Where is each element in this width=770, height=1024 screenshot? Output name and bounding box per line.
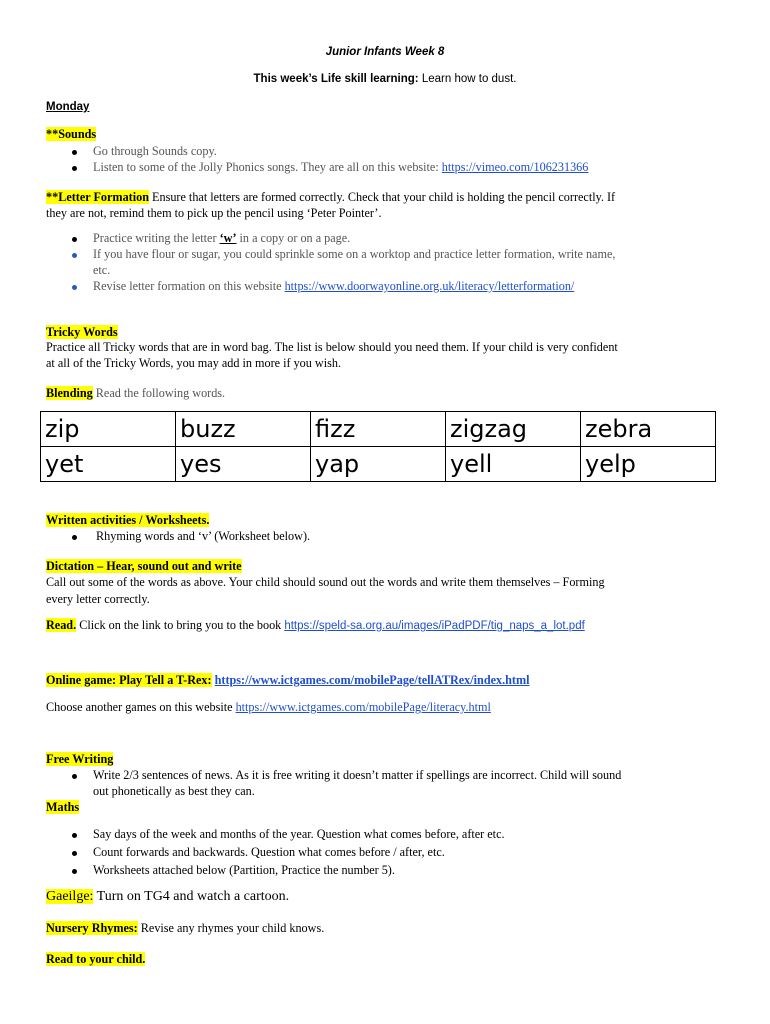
sounds-item-1: Go through Sounds copy. (93, 144, 217, 158)
word-cell: yes (176, 447, 311, 482)
blending-words-table (40, 411, 716, 482)
bullet-icon (72, 774, 77, 779)
letter-formation-item-1: Practice writing the letter ‘w’ in a copy or on a page. (93, 231, 351, 245)
written-item: Rhyming words and ‘v’ (Worksheet below). (96, 529, 311, 543)
dictation-line-1: Call out some of the words as above. Your child should sound out the words and write them themselves – Forming (46, 575, 605, 589)
letter-formation-heading: **Letter Formation (46, 190, 149, 204)
day-heading: Monday (46, 101, 90, 113)
letter-formation-line-2: they are not, remind them to pick up the pencil using ‘Peter Pointer’. (46, 206, 382, 220)
vimeo-link[interactable]: https://vimeo.com/106231366 (441, 160, 589, 174)
bullet-icon (72, 833, 77, 838)
trex-game-link[interactable]: https://www.ictgames.com/mobilePage/tellATRex/index.html (214, 673, 530, 687)
maths-item-1: Say days of the week and months of the year. Question what comes before, after etc. (93, 827, 505, 841)
free-writing-line-1: Write 2/3 sentences of news. As it is free writing it doesn’t matter if spellings are incorrect. Child will sound (93, 768, 622, 782)
doorway-link[interactable]: https://www.doorwayonline.org.uk/literacy/letterformation/ (284, 279, 575, 293)
word-cell: fizz (311, 412, 446, 447)
bullet-icon (72, 237, 77, 242)
maths-item-3: Worksheets attached below (Partition, Practice the number 5). (93, 863, 395, 877)
bullet-icon (72, 535, 77, 540)
word-cell: zebra (581, 412, 716, 447)
blending-line: Blending Read the following words. (46, 386, 226, 400)
written-heading: Written activities / Worksheets. (46, 513, 210, 527)
blending-heading: Blending (46, 386, 93, 400)
tricky-words-line-2: at all of the Tricky Words, you may add in more if you wish. (46, 356, 341, 370)
sounds-heading: **Sounds (46, 127, 97, 141)
online-game-heading: Online game: Play Tell a T-Rex: (46, 673, 212, 687)
online-game-line (46, 673, 530, 688)
free-writing-line-2: out phonetically as best they can. (93, 784, 255, 798)
word-cell: yell (446, 447, 581, 482)
word-cell: yet (41, 447, 176, 482)
word-cell: yelp (581, 447, 716, 482)
gaeilge-line: Gaeilge: Turn on TG4 and watch a cartoon. (46, 889, 290, 904)
bullet-icon (72, 285, 77, 290)
word-cell: zigzag (446, 412, 581, 447)
bullet-icon (72, 851, 77, 856)
gaeilge-heading: Gaeilge: (46, 889, 94, 904)
life-skill-label: This week’s Life skill learning: (253, 73, 419, 85)
tricky-words-heading: Tricky Words (46, 325, 118, 339)
nursery-line: Nursery Rhymes: Revise any rhymes your child knows. (46, 921, 325, 935)
maths-heading: Maths (46, 800, 80, 814)
tricky-words-line-1: Practice all Tricky words that are in word bag. The list is below should you need them. If your child is very confident (46, 340, 618, 354)
ictgames-link[interactable]: https://www.ictgames.com/mobilePage/literacy.html (235, 700, 491, 714)
life-skill-value: Learn how to dust. (421, 73, 517, 85)
letter-formation-item-2-cont: etc. (93, 263, 111, 277)
letter-formation-item-2: If you have flour or sugar, you could sprinkle some on a worktop and practice letter formation, write name, (93, 247, 616, 261)
table-row (41, 412, 716, 447)
bullet-icon (72, 150, 77, 155)
read-line: Read. Click on the link to bring you to the book https://speld-sa.org.au/images/iPadPDF/tig_naps_a_lot.pdf (46, 618, 585, 632)
book-link[interactable]: https://speld-sa.org.au/images/iPadPDF/tig_naps_a_lot.pdf (284, 620, 585, 632)
read-to-child: Read to your child. (46, 952, 146, 966)
choose-games-line: Choose another games on this website https://www.ictgames.com/mobilePage/literacy.html (46, 700, 491, 714)
page-title: Junior Infants Week 8 (325, 46, 445, 58)
free-writing-heading: Free Writing (46, 752, 114, 766)
bullet-icon (72, 253, 77, 258)
word-cell: yap (311, 447, 446, 482)
read-heading: Read. (46, 618, 77, 632)
letter-formation-item-3: Revise letter formation on this website https://www.doorwayonline.org.uk/literacy/letterformation/ (93, 279, 575, 293)
maths-item-2: Count forwards and backwards. Question what comes before / after, etc. (93, 845, 445, 859)
dictation-line-2: every letter correctly. (46, 592, 150, 606)
letter-formation-line-1: **Letter Formation Ensure that letters are formed correctly. Check that your child is holding the pencil correctly. If (46, 190, 616, 204)
life-skill-line (0, 72, 770, 87)
table-row (41, 447, 716, 482)
sounds-item-2: Listen to some of the Jolly Phonics songs. They are all on this website: https://vimeo.com/106231366 (93, 160, 589, 174)
bullet-icon (72, 166, 77, 171)
bullet-icon (72, 869, 77, 874)
dictation-heading: Dictation – Hear, sound out and write (46, 559, 242, 573)
nursery-heading: Nursery Rhymes: (46, 921, 138, 935)
word-cell: zip (41, 412, 176, 447)
word-cell: buzz (176, 412, 311, 447)
